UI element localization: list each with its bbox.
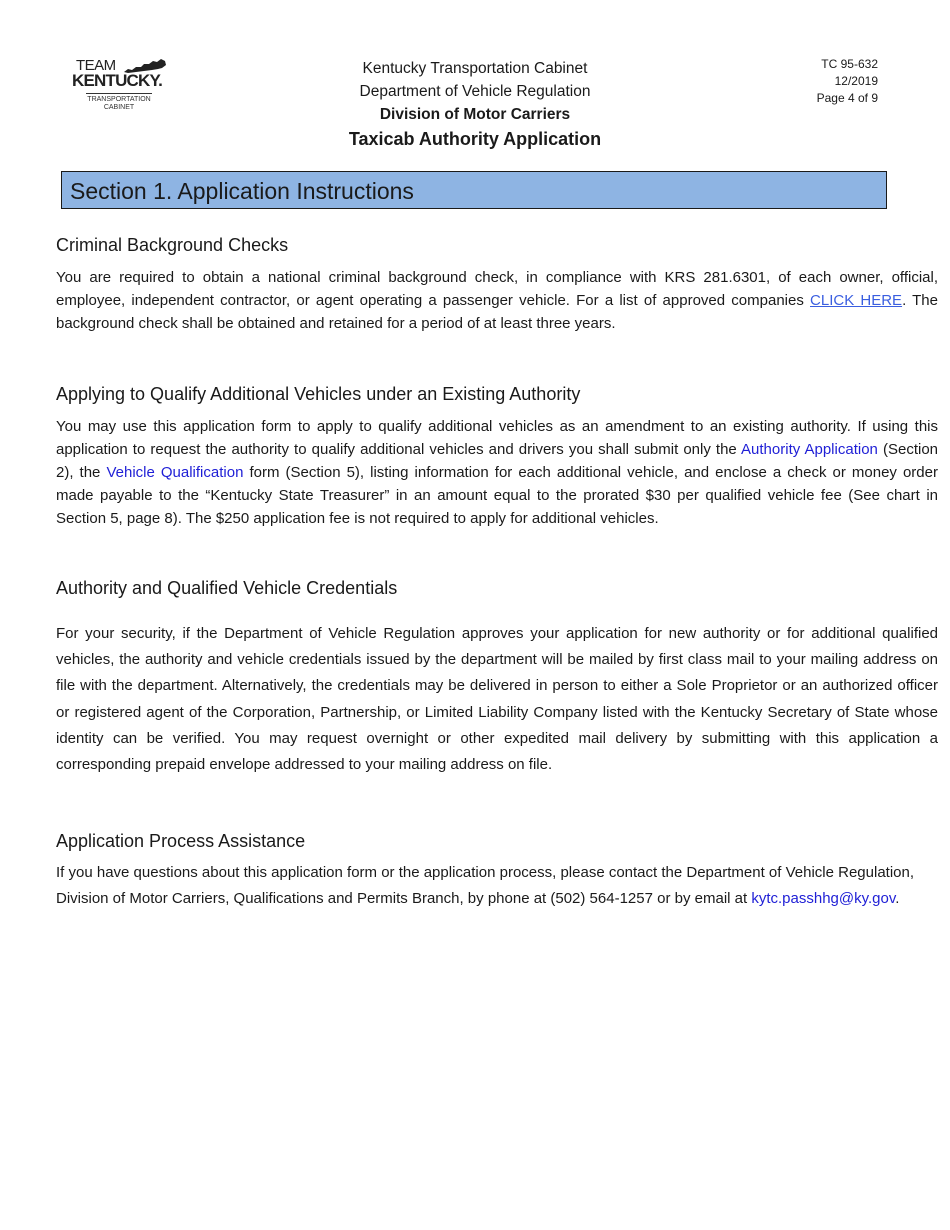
assistance-text-end: .: [895, 890, 900, 908]
additional-text-1: You may use this application form to apply to qualify additional vehicles as an amendment to an existing authority. If using this application to request the authority to qualify additional vehicles and drivers you shall submit only the: [56, 418, 938, 458]
form-date: 12/2019: [834, 74, 878, 88]
additional-heading: Applying to Qualify Additional Vehicles under an Existing Authority: [56, 384, 581, 404]
logo-sub-line-2: CABINET: [103, 104, 135, 111]
header-cabinet: Kentucky Transportation Cabinet: [362, 60, 588, 77]
document-header: [0, 57, 950, 152]
criminal-text-1: You are required to obtain a national criminal background check, in compliance with KRS 281.6301, of each owner, official, employee, independent contractor, or agent operating a passenger vehicle. For a list of approved companies: [56, 269, 938, 309]
page-number: Page 4 of 9: [816, 91, 878, 105]
assistance-section: [56, 830, 938, 912]
additional-text-3: form (Section 5), listing information for each additional vehicle, and enclose a check or money order made payable to the “Kentucky State Treasurer” in an amount equal to the prorated $30 per qualified vehicle fee (See chart in Section 5, page 8). The $250 application fee is not required to apply for additional vehicles.: [56, 464, 938, 527]
document-title: Taxicab Authority Application: [348, 129, 602, 149]
vehicle-qualification-link[interactable]: Vehicle Qualification: [106, 464, 244, 481]
click-here-link[interactable]: CLICK HERE: [810, 292, 903, 309]
assistance-heading: Application Process Assistance: [56, 831, 306, 851]
section-title: Section 1. Application Instructions: [70, 178, 414, 204]
form-number: TC 95-632: [821, 57, 878, 71]
form-info: [817, 56, 878, 107]
credentials-section: [56, 577, 938, 778]
email-link[interactable]: kytc.passhhg@ky.gov: [751, 890, 896, 908]
criminal-paragraph: [56, 266, 938, 335]
assistance-text: If you have questions about this application form or the application process, please contact the Department of Vehicle Regulation, Division of Motor Carriers, Qualifications and Permits Branch, by phone at (502) 564-1257 or by email at: [56, 864, 915, 908]
criminal-text-2: . The background check shall be obtained and retained for a period of at least three years.: [56, 292, 938, 332]
credentials-heading: Authority and Qualified Vehicle Credentials: [56, 578, 398, 598]
additional-paragraph: [56, 415, 938, 530]
authority-application-link[interactable]: Authority Application: [741, 441, 878, 458]
criminal-heading: Criminal Background Checks: [56, 235, 289, 255]
assistance-paragraph: [56, 860, 938, 912]
additional-text-2: (Section 2), the: [56, 441, 939, 481]
criminal-background-section: [56, 234, 938, 335]
logo-kentucky-text: KENTUCKY.: [72, 71, 163, 90]
header-division: Division of Motor Carriers: [379, 106, 571, 123]
additional-vehicles-section: [56, 383, 938, 530]
credentials-paragraph: For your security, if the Department of Vehicle Regulation approves your application for new authority or for additional qualified vehicles, the authority and vehicle credentials issued by the department will be mailed by first class mail to your mailing address on file with the department. Alternatively, the credentials may be delivered in person to either a Sole Proprietor or an authorized officer or registered agent of the Corporation, Partnership, or Limited Liability Company listed with the Kentucky Secretary of State whose identity can be verified. You may request overnight or other expedited mail delivery by submitting with this application a corresponding prepaid envelope addressed to your mailing address on file.: [56, 625, 938, 774]
section-header: [61, 171, 887, 209]
logo-sub-line-1: TRANSPORTATION: [87, 96, 151, 103]
logo-team-text: TEAM: [76, 57, 116, 74]
header-department: Department of Vehicle Regulation: [359, 83, 591, 100]
